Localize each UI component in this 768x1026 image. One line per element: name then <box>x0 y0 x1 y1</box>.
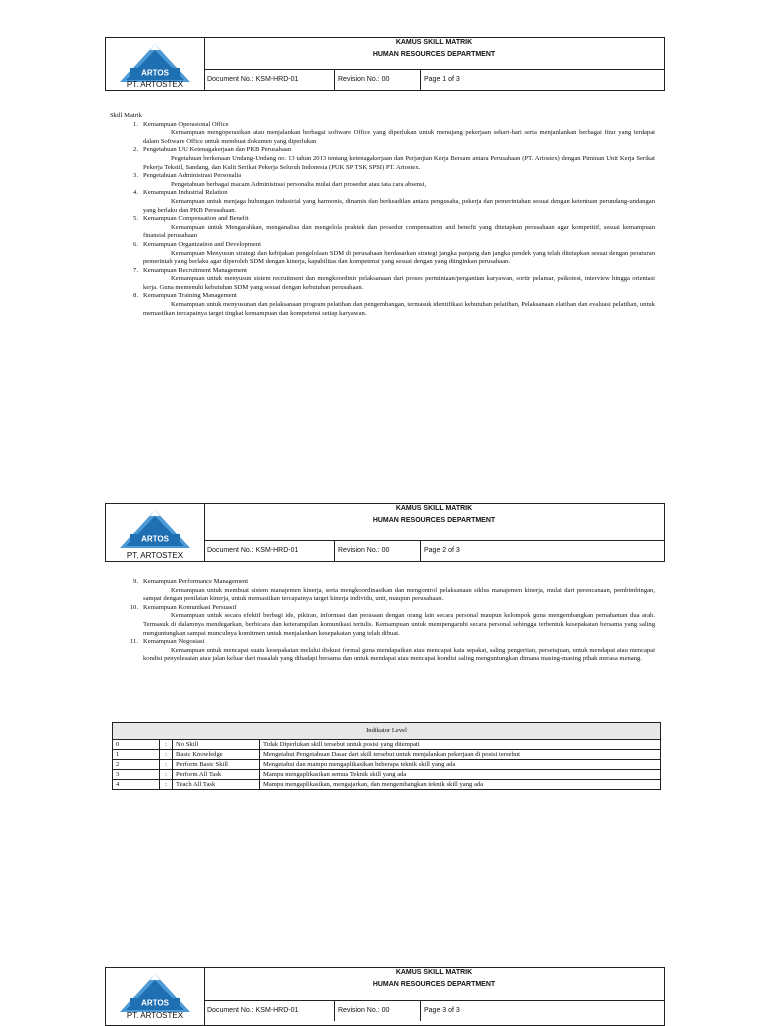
company-logo-block <box>106 968 205 1025</box>
artos-logo-icon <box>116 42 194 84</box>
item-desc: Kemampuan untuk menyusun sistem recruitment dan mengkoordinir pelaksanaan dari proses permintaan/pergantian karyawan, sortir pelamar, psikotest, interview hingga orientasi kerja. Guna memenuhi kebutuhan SDM yang sesuai dengan kebutuhan perusahaan. <box>143 275 655 291</box>
revision-number: Revision No.: 00 <box>334 1001 420 1021</box>
table-row: 4 : Teach All Task Mampu mengaplikasikan, mengajarkan, dan mengembangkan teknik skill yang ada <box>113 780 661 790</box>
list-item: 4. Kemampuan Industrial Relation Kemampuan untuk menjaga hubungan industrial yang harmonis, dinamis dan berkeadilan antara pengusaha, pekerja dan pemerintahan sesuai dengan ketentuan perundang-undangan yang berlaku dan PKB Perusahaan. <box>133 189 655 214</box>
document-number: Document No.: KSM-HRD-01 <box>207 1007 299 1014</box>
list-item: 6. Kemampuan Organization and Development Kemampuan Menyusun strategi dan kebijakan pengelolaan SDM di perusahaan berdasarkan strategi jangka panjang dan jangka pendek yang telah ditetapkan sesuai dengan peraturan pemerintah yang berlaku agar diperoleh SDM dengan kinerja, kapabilitas dan kompetensi yang sesuai dengan yang diinginkan perusahaan. <box>133 240 655 266</box>
doc-department: HUMAN RESOURCES DEPARTMENT <box>372 51 496 58</box>
revision-number: Revision No.: 00 <box>334 541 420 561</box>
doc-meta-row <box>204 69 664 90</box>
page-number: Page 1 of 3 <box>420 70 654 90</box>
item-title: Pengetahuan UU Ketenagakerjaan dan PKB Perusahaan <box>143 146 292 154</box>
document-number: Document No.: KSM-HRD-01 <box>207 547 299 554</box>
item-desc: Kemampuan untuk secara efektif berbagi ide, pikiran, informasi dan perasaan dengan orang lain secara personal maupun kelompok guna mengembangkan pemahaman dua arah. Termasuk di dalamnya mendegarkan, berbicara dan keterampilan komunikasi tertulis. Kemampuan untuk mempengaruhi secara personal sehingga terbentuk kesepakatan bersama yang saling menguntungkan sampai munculnya komitmen untuk menjalankan kesepakatan yang telah dibuat. <box>143 612 655 637</box>
svg-text:ARTOS: ARTOS <box>141 998 169 1008</box>
doc-department: HUMAN RESOURCES DEPARTMENT <box>372 517 496 524</box>
company-name: PT. ARTOSTEX <box>126 1011 184 1020</box>
skill-matrix-section-continued <box>110 578 655 664</box>
item-title: Kemampuan Industrial Relation <box>143 189 228 197</box>
page-number: Page 3 of 3 <box>420 1001 654 1021</box>
item-desc: Pengetahuan berbagai macam Administrasi personalia mulai dari prosedur atau tata cara absensi, <box>171 180 427 188</box>
list-item: 5. Kemampuan Compensation and Benefit Kemampuan untuk Mengarahkan, menganalisa dan mengelola praktek dan prosedur compensation and benefit yang ditetapkan perusahaan agar kompetitif, sesuai kemampuan finansial perusahaan <box>133 215 655 240</box>
doc-department: HUMAN RESOURCES DEPARTMENT <box>372 981 496 988</box>
skill-matrix-section <box>110 112 655 318</box>
table-row: 0 : No Skill Tidak Diperlukan skill tersebut untuk posisi yang ditempati <box>113 740 661 750</box>
document-header-page-2 <box>105 503 665 562</box>
item-title: Kemampuan Recruitment Management <box>143 266 247 274</box>
item-title: Kemampuan Organization and Development <box>143 240 261 248</box>
list-item: 3. Pengetahuan Administrasi Personalia Pengetahuan berbagai macam Administrasi personalia mulai dari prosedur atau tata cara absensi, <box>110 172 655 189</box>
item-desc: Kemampuan untuk membuat sistem manajemen kinerja, serta mengkoordinasikan dan mengontrol pelaksanaan siklus manajemen kinerja, mulai dari perencanaan, pembimbingan, sampai dengan penilaian kinerja, untuk memastikan tercapainya target kinerja individu, unit, maupun perusahaan. <box>143 586 655 603</box>
item-title: Kemampuan Operasional Office <box>143 120 229 128</box>
item-desc: Kemampuan mengoperasikan atau menjalankan berbagai software Office yang diperlukan untuk menujang pekerjaan sehari-hari serta menjanlankan berbagai fitur yang terdapat dalam Software Office untuk membuat dokumen yang diperlukan <box>143 129 655 145</box>
doc-title: KAMUS SKILL MATRIK <box>395 39 473 46</box>
document-header-page-3 <box>105 967 665 1026</box>
list-item: 9. Kemampuan Performance Management Kemampuan untuk membuat sistem manajemen kinerja, serta mengkoordinasikan dan mengontrol pelaksanaan siklus manajemen kinerja, mulai dari perencanaan, pembimbingan, sampai dengan penilaian kinerja, untuk memastikan tercapainya target kinerja individu, unit, maupun perusahaan. <box>133 578 655 603</box>
svg-text:ARTOS: ARTOS <box>141 534 169 544</box>
list-item: 2. Pengetahuan UU Ketenagakerjaan dan PKB Perusahaan Pegetahuan berkenaan Undang-Undang no. 13 tahun 2013 tentang ketenagakerjaan dan Perjanjian Kerja Bersam antara Perusahaan (PT. Artostex) dengan Piminan Unit Kerja Serikat Pekerja Tekstil, Sandang, dan Kulit Serikat Pekerja Seluruh Indonesia (PUK SP TSK SPSI) PT. Artostex. <box>133 146 655 171</box>
indikator-level-table <box>112 722 661 790</box>
table-title: Indikator Level <box>113 723 661 740</box>
svg-text:ARTOS: ARTOS <box>141 68 169 78</box>
revision-number: Revision No.: 00 <box>334 70 420 90</box>
list-item: 8. Kemampuan Training Management Kemampuan untuk menyusunan dan pelaksanaan program pelatihan dan pengembangan, termasuk identifikasi kebutuhan pelatihan, Pelaksanaan elatihan dan evaluasi pelatihan, untuk memastikan tercapainya target tingkat kemampuan dan kompetensi setiap karyawan. <box>133 292 655 317</box>
item-desc: Kemampuan untuk menjaga hubungan industrial yang harmonis, dinamis dan berkeadilan antara pengusaha, pekerja dan pemerintahan sesuai dengan ketentuan perundang-undangan yang berlaku dan PKB Perusahaan. <box>143 197 655 214</box>
item-desc: Kemampuan untuk Mengarahkan, menganalisa dan mengelola praktek dan prosedur compensation and benefit yang ditetapkan perusahaan agar kompetitif, sesuai kemampuan finansial perusahaan <box>143 223 655 240</box>
table-row: 3 : Perform All Task Mampu mengaplikasikan semua Teknik skill yang ada <box>113 770 661 780</box>
item-title: Pengetahuan Administrasi Personalia <box>143 172 242 180</box>
page-number: Page 2 of 3 <box>420 541 654 561</box>
list-item: 1. Kemampuan Operasional Office Kemampuan mengoperasikan atau menjalankan berbagai software Office yang diperlukan untuk menujang pekerjaan sehari-hari serta menjanlankan berbagai fitur yang terdapat dalam Software Office untuk membuat dokumen yang diperlukan <box>133 120 655 145</box>
artos-logo-icon <box>116 508 194 550</box>
doc-title: KAMUS SKILL MATRIK <box>395 505 473 512</box>
company-name: PT. ARTOSTEX <box>126 80 184 89</box>
item-desc: Kemampuan Menyusun strategi dan kebijakan pengelolaan SDM di perusahaan berdasarkan strategi jangka panjang dan jangka pendek yang telah ditetapkan sesuai dengan peraturan pemerintah yang berlaku agar diperoleh SDM dengan kinerja, kapabilitas dan kompetensi yang sesuai dengan yang diinginkan perusahaan. <box>143 249 655 266</box>
item-title: Kemampuan Komunikasi Persuasif <box>143 603 237 611</box>
list-item: 10. Kemampuan Komunikasi Persuasif Kemampuan untuk secara efektif berbagi ide, pikiran, informasi dan perasaan dengan orang lain secara personal maupun kelompok guna mengembangkan pemahaman dua arah. Termasuk di dalamnya mendegarkan, berbicara dan keterampilan komunikasi tertulis. Kemampuan untuk mempengaruhi secara personal sehingga terbentuk kesepakatan bersama yang saling menguntungkan sampai munculnya komitmen untuk menjalankan kesepakatan yang telah dibuat. <box>129 603 655 637</box>
doc-title: KAMUS SKILL MATRIK <box>395 969 473 976</box>
list-item: 11. Kemampuan Negosiasi Kemampuan untuk mencapai suatu kesepakatan melalui diskusi formal guna mendapatkan atau mencapai kata sepakat, saling pengertian, persetujuan, untuk mendapat atau mencapai kondisi penyelesaian atau jalan keluar dari masalah yang dihadapi bersama dan untuk mendapat atau mencapai kondisi saling menguntungkan dimana masing-masing pihak merasa menang. <box>130 638 655 663</box>
item-desc: Pegetahuan berkenaan Undang-Undang no. 13 tahun 2013 tentang ketenagakerjaan dan Perjanjian Kerja Bersam antara Perusahaan (PT. Artostex) dengan Piminan Unit Kerja Serikat Pekerja Tekstil, Sandang, dan Kulit Serikat Pekerja Seluruh Indonesia (PUK SP TSK SPSI) PT. Artostex. <box>143 154 655 171</box>
doc-meta-row <box>204 540 664 561</box>
table-row: 1 : Basic Knowledge Mengetahui Pengetahuan Dasar dari skill tersebut untuk menjalankan pekerjaan di posisi tersebut <box>113 750 661 760</box>
company-logo-block <box>106 38 205 90</box>
item-title: Kemampuan Compensation and Benefit <box>143 215 249 223</box>
document-header-page-1 <box>105 37 665 91</box>
item-desc: Kemampuan untuk menyusunan dan pelaksanaan program pelatihan dan pengembangan, termasuk identifikasi kebutuhan pelatihan, Pelaksanaan elatihan dan evaluasi pelatihan, untuk memastikan tercapainya target tingkat kemampuan dan kompetensi setiap karyawan. <box>143 301 655 317</box>
item-desc: Kemampuan untuk mencapai suatu kesepakatan melalui diskusi formal guna mendapatkan atau mencapai kata sepakat, saling pengertian, persetujuan, untuk mendapat atau mencapai kondisi penyelesaian atau jalan keluar dari masalah yang dihadapi bersama dan untuk mendapat atau mencapai kondisi saling menguntungkan dimana masing-masing pihak merasa menang. <box>143 646 655 663</box>
artos-logo-icon <box>116 972 194 1014</box>
item-title: Kemampuan Negosiasi <box>143 638 205 646</box>
company-logo-block <box>106 504 205 561</box>
item-title: Kemampuan Training Management <box>143 292 237 300</box>
list-item: 7. Kemampuan Recruitment Management Kemampuan untuk menyusun sistem recruitment dan mengkoordinir pelaksanaan dari proses permintaan/pergantian karyawan, sortir pelamar, psikotest, interview hingga orientasi kerja. Guna memenuhi kebutuhan SDM yang sesuai dengan kebutuhan perusahaan. <box>133 266 655 291</box>
table-row: 2 : Perform Basic Skill Mengetahui dan mampu mengaplikasikan beberapa teknik skill yang ada <box>113 760 661 770</box>
section-title: Skill Matrik <box>110 112 143 119</box>
company-name: PT. ARTOSTEX <box>126 551 184 560</box>
doc-meta-row <box>204 1000 664 1021</box>
item-title: Kemampuan Performance Management <box>143 578 249 585</box>
document-number: Document No.: KSM-HRD-01 <box>207 76 299 83</box>
